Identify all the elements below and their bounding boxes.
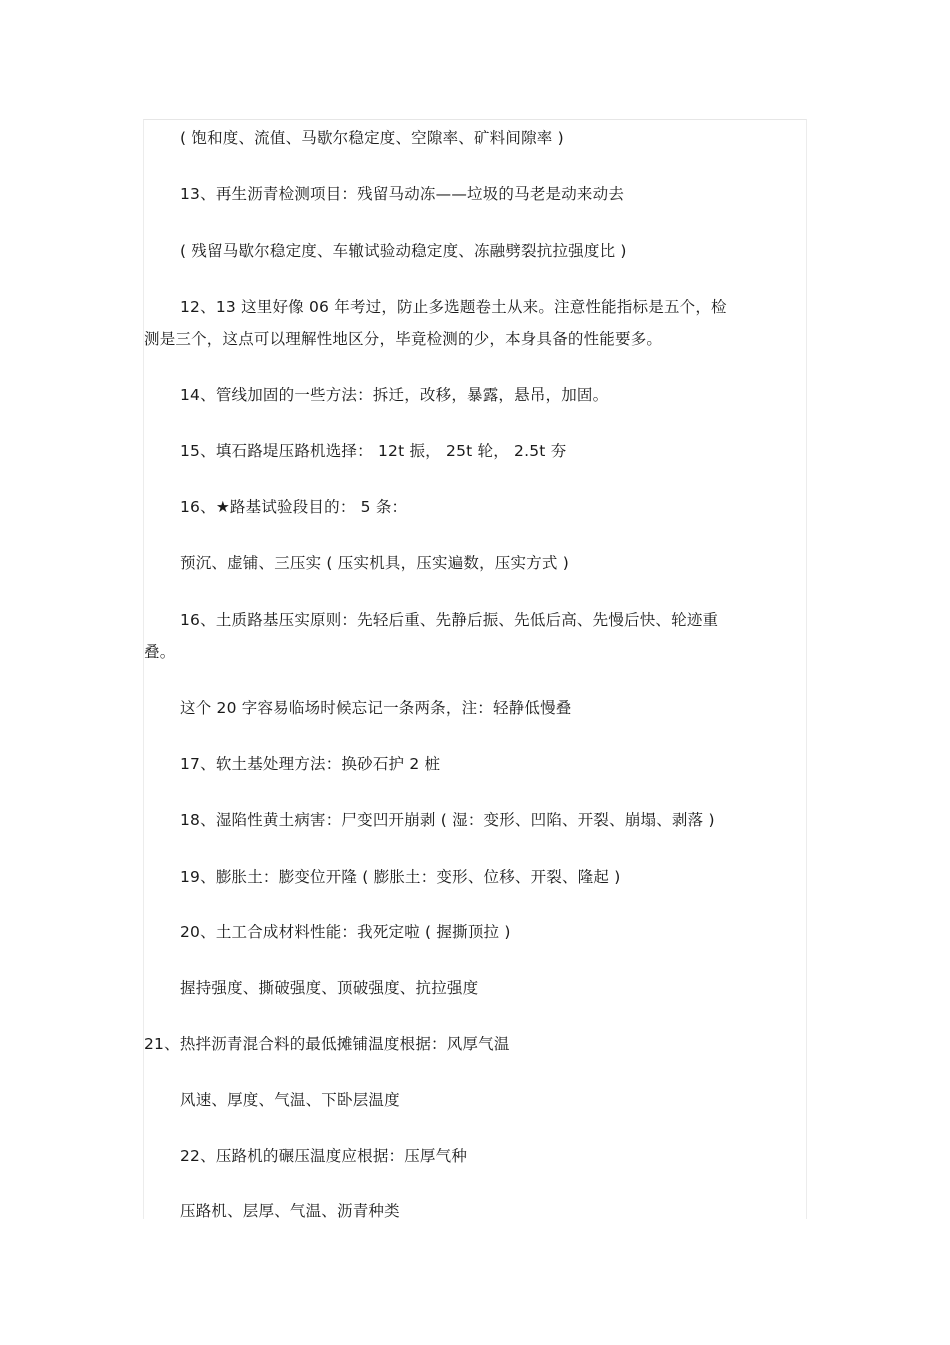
text-line-10: 16、土质路基压实原则：先轻后重、先静后振、先低后高、先慢后快、轮迹重 <box>180 611 719 629</box>
text-line-18: 21、热拌沥青混合料的最低摊铺温度根据：风厚气温 <box>144 1035 510 1053</box>
text-line-16: 20、土工合成材料性能：我死定啦 ( 握撕顶拉 ) <box>180 923 511 941</box>
text-line-6: 14、管线加固的一些方法：拆迁，改移，暴露，悬吊，加固。 <box>180 386 609 404</box>
text-line-7: 15、填石路堤压路机选择： 12t 振， 25t 轮， 2.5t 夯 <box>180 442 567 460</box>
text-line-11: 叠。 <box>144 643 176 661</box>
text-line-9: 预沉、虚铺、三压实 ( 压实机具，压实遍数，压实方式 ) <box>180 554 569 572</box>
text-line-13: 17、软土基处理方法：换砂石护 2 桩 <box>180 755 441 773</box>
text-line-2: 13、再生沥青检测项目：残留马动冻——垃圾的马老是动来动去 <box>180 185 625 203</box>
text-line-3: ( 残留马歇尔稳定度、车辙试验动稳定度、冻融劈裂抗拉强度比 ) <box>180 242 627 260</box>
text-line-15: 19、膨胀土：膨变位开隆 ( 膨胀土：变形、位移、开裂、隆起 ) <box>180 868 621 886</box>
text-line-8: 16、★路基试验段目的： 5 条： <box>180 498 408 516</box>
page-frame <box>143 119 807 1219</box>
text-line-14: 18、湿陷性黄土病害：尸变凹开崩剥 ( 湿：变形、凹陷、开裂、崩塌、剥落 ) <box>180 811 715 829</box>
text-line-12: 这个 20 字容易临场时候忘记一条两条，注：轻静低慢叠 <box>180 699 572 717</box>
text-line-5: 测是三个，这点可以理解性地区分，毕竟检测的少，本身具备的性能要多。 <box>144 330 663 348</box>
text-line-19: 风速、厚度、气温、下卧层温度 <box>180 1091 400 1109</box>
text-line-1: ( 饱和度、流值、马歇尔稳定度、空隙率、矿料间隙率 ) <box>180 129 564 147</box>
text-line-21: 压路机、层厚、气温、沥青种类 <box>180 1202 400 1220</box>
text-line-4: 12、13 这里好像 06 年考过，防止多选题卷土从来。注意性能指标是五个，检 <box>180 298 727 316</box>
text-line-17: 握持强度、撕破强度、顶破强度、抗拉强度 <box>180 979 479 997</box>
text-line-20: 22、压路机的碾压温度应根据：压厚气种 <box>180 1147 468 1165</box>
